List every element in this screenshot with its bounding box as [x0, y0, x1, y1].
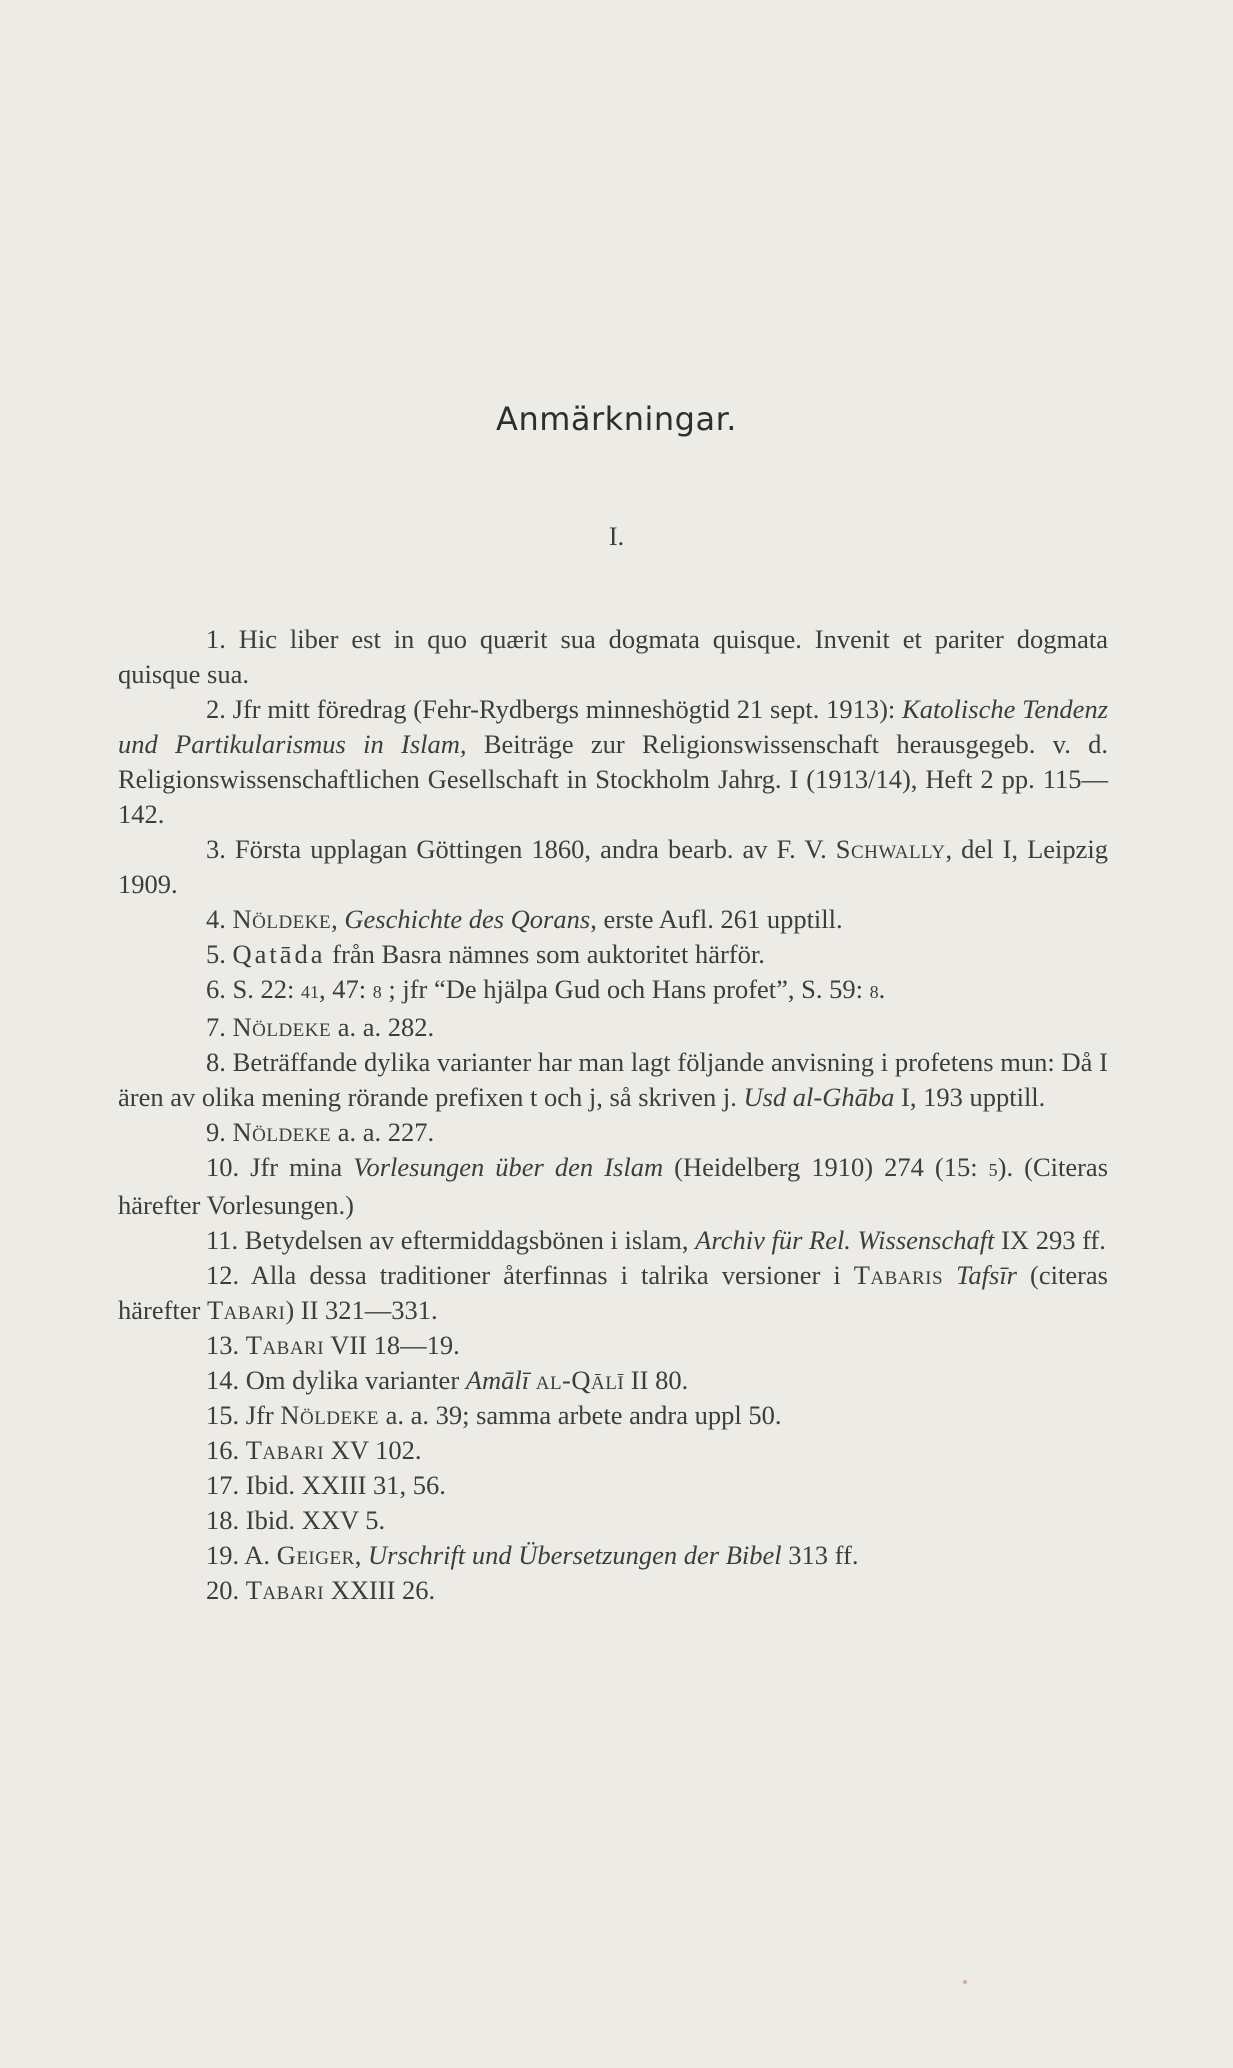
verse-number: 41	[300, 982, 319, 1002]
note-text: Första upplagan Göttingen 1860, andra bearb. av F. V.	[234, 834, 827, 864]
author-name: Nöldeke	[232, 1117, 332, 1147]
note-text: A.	[244, 1540, 271, 1570]
note-3	[118, 832, 1108, 902]
note-text-rest: IX 293 ff.	[1001, 1225, 1106, 1255]
note-text-rest: , erste Aufl. 261 upptill.	[590, 904, 843, 934]
note-number: 15.	[206, 1400, 240, 1430]
note-text-end: ) II 321—331.	[285, 1295, 438, 1325]
note-text-rest: II 80.	[630, 1365, 689, 1395]
note-1	[118, 622, 1108, 692]
note-2	[118, 692, 1108, 832]
note-number: 11.	[206, 1225, 239, 1255]
note-number: 12.	[206, 1260, 240, 1290]
note-title: Archiv für Rel. Wissenschaft	[695, 1225, 995, 1255]
note-number: 3.	[206, 834, 226, 864]
note-5	[118, 937, 1108, 972]
author-name: Tabari	[245, 1575, 325, 1605]
verse-number: 8	[372, 982, 382, 1002]
notes-list	[118, 622, 1108, 1608]
note-10	[118, 1150, 1108, 1223]
note-17	[118, 1468, 1108, 1503]
note-title: Urschrift und Übersetzungen der Bibel	[368, 1540, 782, 1570]
note-text: S. 22:	[232, 974, 295, 1004]
note-number: 19.	[206, 1540, 240, 1570]
note-text-end: ). (Citeras härefter Vorlesungen.)	[118, 1152, 1109, 1220]
note-11	[118, 1223, 1108, 1258]
author-name: Tabaris	[853, 1260, 944, 1290]
author-name: Nöldeke	[232, 904, 332, 934]
note-9	[118, 1115, 1108, 1150]
verse-number: 8	[869, 982, 879, 1002]
note-text: Ibid. XXIII 31, 56.	[245, 1470, 446, 1500]
note-text-rest: , del I, Leipzig 1909.	[118, 834, 1108, 899]
note-text: Om dylika varianter	[245, 1365, 460, 1395]
note-text-rest: ; jfr “De hjälpa Gud och Hans profet”, S. 59:	[388, 974, 864, 1004]
note-text-rest: Beiträge zur Religionswissenschaft herausgegeb. v. d. Religionswissenschaftlichen Gesellschaft in Stockholm Jahrg. I (1913/14), Heft 2 pp. 115—142.	[118, 729, 1108, 829]
note-18	[118, 1503, 1108, 1538]
note-19	[118, 1538, 1108, 1573]
author-name: Nöldeke	[280, 1400, 379, 1430]
note-16	[118, 1433, 1108, 1468]
note-title: Vorlesungen über den Islam	[353, 1152, 664, 1182]
author-name: Schwally	[835, 834, 946, 864]
note-number: 17.	[206, 1470, 240, 1500]
note-text: Jfr	[245, 1400, 274, 1430]
note-text: Ibid. XXV 5.	[245, 1505, 386, 1535]
note-15	[118, 1398, 1108, 1433]
note-number: 20.	[206, 1575, 240, 1605]
note-text: Beträffande dylika varianter har man lagt följande anvisning i profetens mun: Då I ären av olika mening rörande prefixen t och j, så skriven j.	[118, 1047, 1108, 1112]
author-name: Tabari	[245, 1330, 325, 1360]
note-title: Geschichte des Qorans	[344, 904, 591, 934]
note-text-mid: , 47:	[318, 974, 367, 1004]
note-text-rest: a. a. 39; samma arbete andra uppl 50.	[385, 1400, 782, 1430]
author-name: al-Qālī	[535, 1365, 625, 1395]
note-7	[118, 1010, 1108, 1045]
note-punct: ,	[354, 1540, 362, 1570]
note-number: 18.	[206, 1505, 240, 1535]
spaced-name: Qatāda	[232, 939, 326, 969]
note-number: 14.	[206, 1365, 240, 1395]
note-text-rest: från Basra nämnes som auktoritet härför.	[332, 939, 765, 969]
note-title: Tafsīr	[956, 1260, 1017, 1290]
note-number: 2.	[206, 694, 226, 724]
note-6	[118, 972, 1108, 1010]
note-text-rest: XV 102.	[330, 1435, 422, 1465]
note-number: 9.	[206, 1117, 226, 1147]
ink-speck	[963, 1980, 967, 1984]
note-number: 8.	[206, 1047, 226, 1077]
note-number: 16.	[206, 1435, 240, 1465]
note-number: 13.	[206, 1330, 240, 1360]
note-text: Jfr mitt föredrag (Fehr-Rydbergs minneshögtid 21 sept. 1913):	[232, 694, 896, 724]
note-punct: ,	[331, 904, 338, 934]
note-4	[118, 902, 1108, 937]
note-title: Amālī	[465, 1365, 530, 1395]
note-title: Usd al-Ghāba	[743, 1082, 895, 1112]
note-text-rest: a. a. 227.	[337, 1117, 435, 1147]
note-text: Hic liber est in quo quærit sua dogmata quisque. Invenit et pariter dogmata quisque sua.	[118, 624, 1108, 689]
note-text-rest: I, 193 upptill.	[901, 1082, 1046, 1112]
note-text-rest: a. a. 282.	[337, 1012, 435, 1042]
note-14	[118, 1363, 1108, 1398]
verse-number: 5	[988, 1160, 998, 1180]
note-number: 6.	[206, 974, 226, 1004]
note-text-rest: 313 ff.	[788, 1540, 859, 1570]
note-text: Jfr mina	[250, 1152, 343, 1182]
note-number: 4.	[206, 904, 226, 934]
note-title: Katolische Tendenz und Partikularismus in Islam,	[118, 694, 1109, 759]
note-20	[118, 1573, 1108, 1608]
author-name: Geiger	[276, 1540, 355, 1570]
note-12	[118, 1258, 1108, 1328]
note-8	[118, 1045, 1108, 1115]
note-number: 7.	[206, 1012, 226, 1042]
note-number: 5.	[206, 939, 226, 969]
note-13	[118, 1328, 1108, 1363]
note-text-end: .	[878, 974, 886, 1004]
note-text-rest: (Heidelberg 1910) 274 (15:	[674, 1152, 978, 1182]
author-name: Tabari	[207, 1295, 286, 1325]
note-text: Alla dessa traditioner återfinnas i talrika versioner i	[250, 1260, 841, 1290]
note-text-rest: (citeras härefter	[118, 1260, 1108, 1325]
note-text-rest: VII 18—19.	[330, 1330, 460, 1360]
page-heading: Anmärkningar.	[496, 400, 737, 438]
note-text: Betydelsen av eftermiddagsbönen i islam,	[244, 1225, 689, 1255]
note-number: 1.	[206, 624, 226, 654]
note-text-rest: XXIII 26.	[330, 1575, 436, 1605]
author-name: Tabari	[245, 1435, 325, 1465]
note-number: 10.	[206, 1152, 240, 1182]
section-number: I.	[608, 522, 625, 551]
author-name: Nöldeke	[232, 1012, 332, 1042]
